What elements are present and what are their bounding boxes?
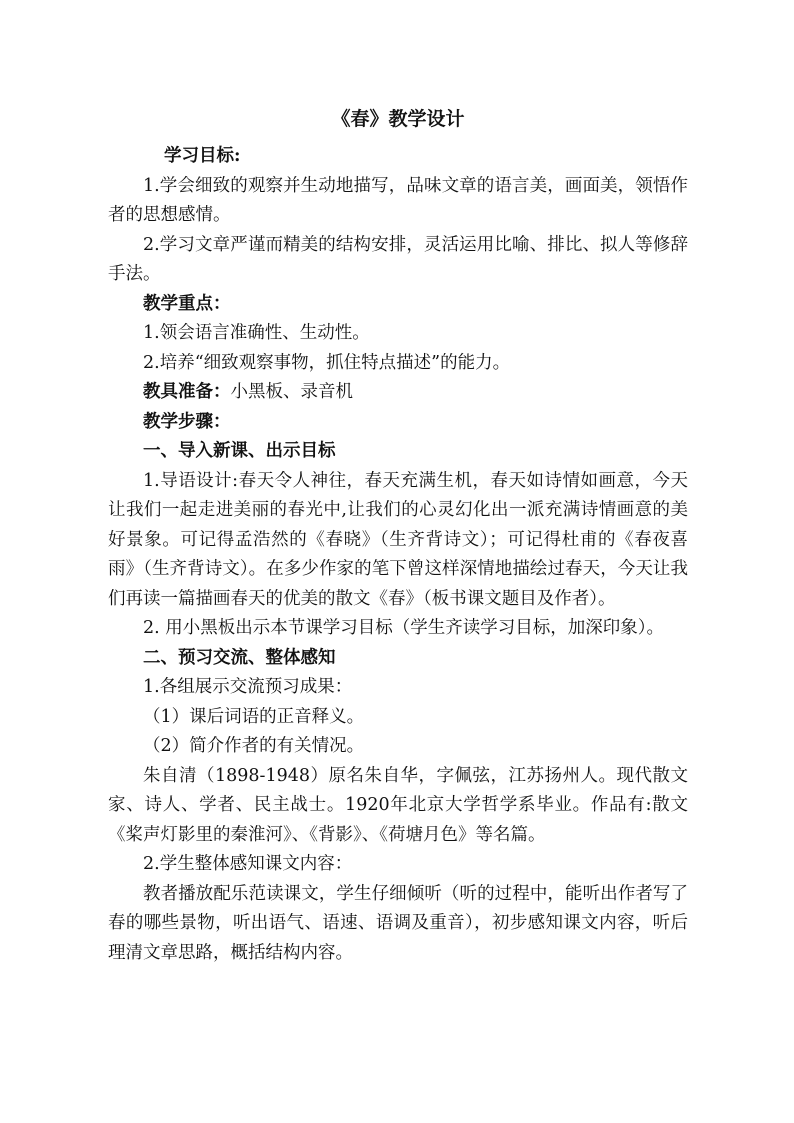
section-2-heading: 二、预习交流、整体感知 (143, 647, 336, 668)
objectives-heading: 学习目标: (164, 146, 241, 166)
objective-1: 1.学会细致的观察并生动地描写，品味文章的语言美，画面美，领悟作者的思想感情。 (108, 175, 688, 225)
tools-value: 小黑板、录音机 (230, 382, 353, 402)
section-1-heading: 一、导入新课、出示目标 (143, 441, 336, 461)
key-point-2: 2.培养“细致观察事物，抓住特点描述”的能力。 (143, 352, 511, 373)
steps-heading: 教学步骤： (143, 411, 231, 432)
document-page (108, 100, 688, 968)
section-2-paragraph-5: 2.学生整体感知课文内容： (143, 854, 353, 874)
section-2-paragraph-3: （2）简介作者的有关情况。 (143, 736, 365, 756)
document-title: 《春》教学设计 (331, 108, 465, 130)
section-1-paragraph-1: 1.导语设计:春天令人神往，春天充满生机，春天如诗情如画意，今天让我们一起走进美丽的春光中,让我们的心灵幻化出一派充满诗情画意的美好景象。可记得孟浩然的《春晓》（生齐背诗文）；可记得杜甫的《春夜喜雨》（生齐背诗文）。在多少作家的笔下曾这样深情地描绘过春天，今天让我们再读一篇描画春天的优美的散文《春》（板书课文题目及作者）。 (108, 470, 688, 609)
key-points-heading: 教学重点： (143, 293, 231, 314)
objective-2: 2.学习文章严谨而精美的结构安排，灵活运用比喻、排比、拟人等修辞手法。 (108, 234, 688, 284)
tools-line (108, 378, 688, 408)
key-point-1: 1.领会语言准确性、生动性。 (143, 323, 370, 343)
author-intro-paragraph: 朱自清（1898-1948）原名朱自华，字佩弦，江苏扬州人。现代散文家、诗人、学者、民主战士。1920年北京大学哲学系毕业。作品有:散文《桨声灯影里的秦淮河》、《背影》、《荷塘月色》等名篇。 (108, 765, 688, 845)
section-2-paragraph-2: （1）课后词语的正音释义。 (143, 706, 365, 727)
section-2-paragraph-1: 1.各组展示交流预习成果： (143, 677, 353, 697)
section-2-paragraph-6: 教者播放配乐范读课文，学生仔细倾听（听的过程中，能听出作者写了春的哪些景物，听出语气、语速、语调及重音），初步感知课文内容，听后理清文章思路，概括结构内容。 (108, 883, 688, 963)
tools-label: 教具准备： (143, 382, 231, 402)
section-1-paragraph-2: 2. 用小黑板出示本节课学习目标（学生齐读学习目标，加深印象）。 (143, 618, 665, 638)
